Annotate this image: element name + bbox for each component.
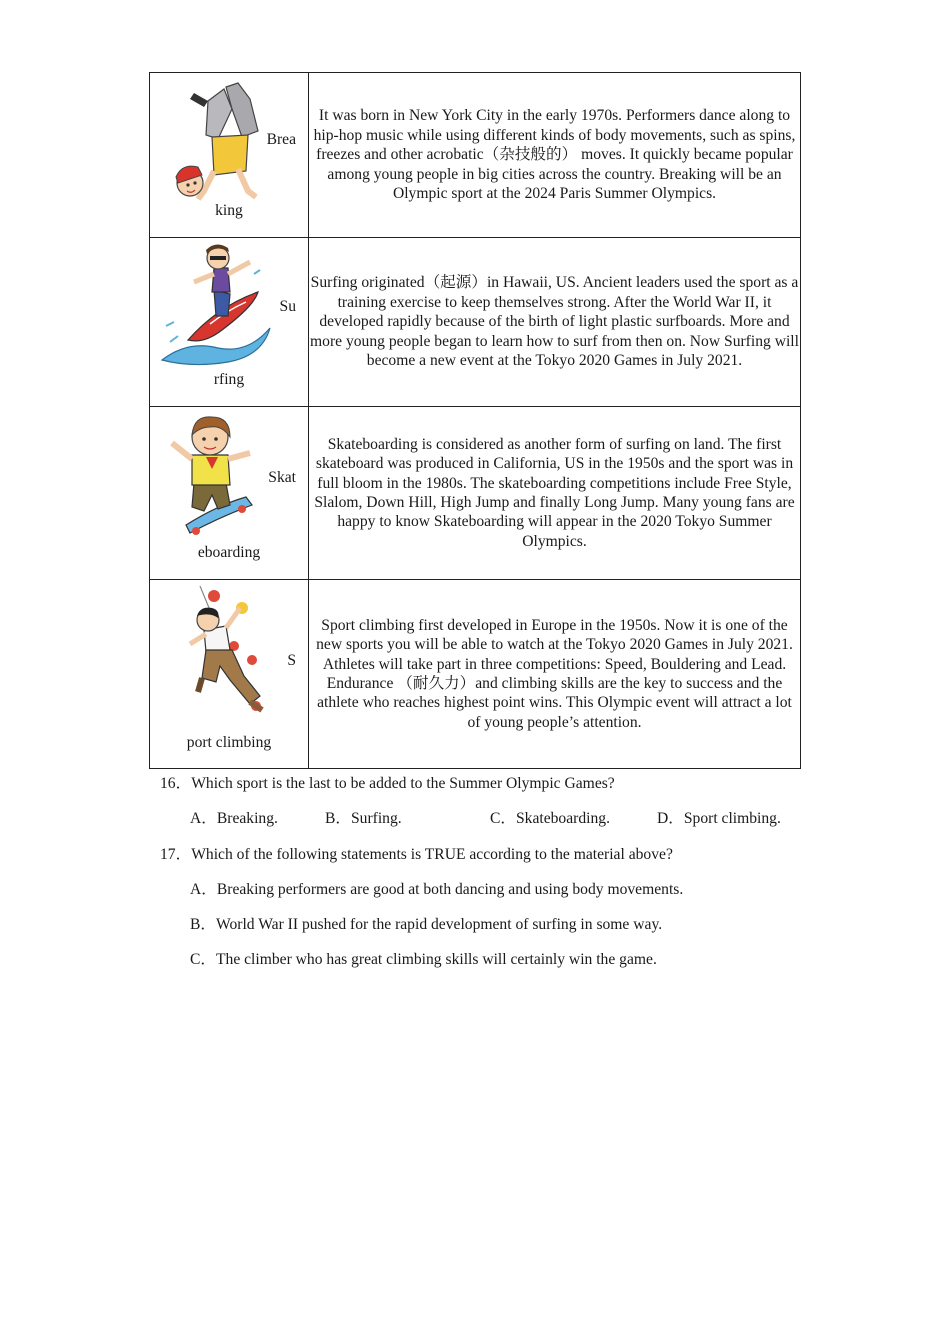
image-cell [150, 407, 309, 580]
table-row [150, 238, 801, 407]
table-row [150, 73, 801, 238]
sport-name-part2: rfing [213, 371, 245, 388]
question-16: 16．Which sport is the last to be added to the Summer Olympic Games? [160, 775, 615, 792]
breakdancer-icon [168, 79, 268, 205]
sport-description: It was born in New York City in the early 1970s. Performers dance along to hip-hop music while using different kinds of body movements, such as spins, freezes and other acrobatic（杂技般的） moves. It quickly became popular among young people in big cities across the country. Breaking will be an Olympic sport at the 2024 Paris Summer Olympics. [309, 73, 801, 238]
q17-option-a: A．Breaking performers are good at both dancing and using body movements. [190, 881, 684, 898]
sport-name-part1: Su [279, 298, 296, 315]
image-cell [150, 73, 309, 238]
sports-table [149, 72, 801, 769]
q17-option-c: C．The climber who has great climbing skills will certainly win the game. [190, 951, 657, 968]
table-row [150, 407, 801, 580]
sport-name-part2: eboarding [197, 544, 261, 561]
q16-option-a: A．Breaking. [190, 810, 278, 827]
sport-name-part2: king [215, 202, 243, 219]
q16-option-c: C．Skateboarding. [490, 810, 610, 827]
sport-name-part2: port climbing [186, 734, 272, 751]
skateboarder-icon [164, 413, 264, 537]
q16-option-b: B．Surfing. [325, 810, 402, 827]
climber-icon [164, 586, 288, 726]
q17-option-b: B．World War II pushed for the rapid development of surfing in some way. [190, 916, 663, 933]
sport-description: Sport climbing first developed in Europe in the 1950s. Now it is one of the new sports you will be able to watch at the Tokyo 2020 Games in July 2021. Athletes will take part in three competitions: Speed, Bouldering and Lead. Endurance （耐久力）and climbing skills are the key to success and the athlete who reaches highest point wins. This Olympic event will attract a lot of young people’s attention. [309, 580, 801, 769]
sport-description: Skateboarding is considered as another form of surfing on land. The first skateboard was produced in California, US in the 1950s and the sport was in full bloom in the 1980s. The skateboarding competitions include Free Style, Slalom, Down Hill, High Jump and finally Long Jump. Many young fans are happy to know Skateboarding will appear in the 2020 Tokyo Summer Olympics. [309, 407, 801, 580]
sport-name-part1: Skat [268, 469, 296, 486]
question-17: 17．Which of the following statements is TRUE according to the material above? [160, 846, 673, 863]
sport-name-part1: Brea [266, 131, 296, 148]
sport-name-part1: S [287, 652, 296, 669]
table-row [150, 580, 801, 769]
image-cell [150, 580, 309, 769]
q16-option-d: D．Sport climbing. [657, 810, 781, 827]
image-cell [150, 238, 309, 407]
sport-description: Surfing originated（起源）in Hawaii, US. Ancient leaders used the sport as a training exercise to keep themselves strong. After the World War II, it developed rapidly because of the birth of light plastic surfboards. More and more young people began to learn how to surf from then on. Now Surfing will become a new event at the Tokyo 2020 Games in July 2021. [309, 238, 801, 407]
surfer-icon [158, 244, 274, 368]
